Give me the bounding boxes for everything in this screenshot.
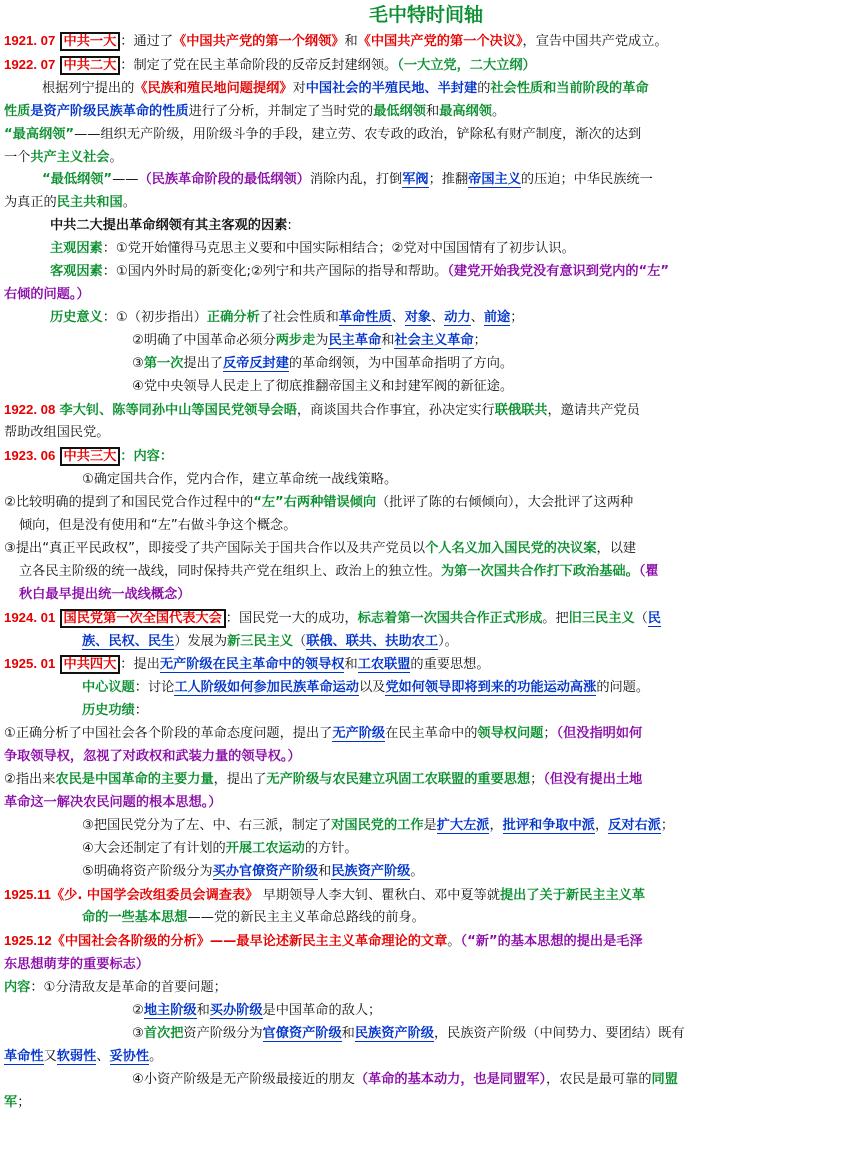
text: ，邀请共产党员	[547, 402, 640, 418]
underlined-term: 批评和争取中派	[502, 817, 595, 833]
text: 资产阶级分为	[183, 1025, 263, 1041]
text: ④党中央领导人民走上了彻底推翻帝国主义和封建军阀的新征途。	[132, 378, 514, 394]
text: :	[287, 218, 292, 234]
paragraph-line	[4, 1092, 848, 1115]
paragraph-line	[4, 469, 848, 492]
highlight: 开展工农运动	[225, 840, 305, 856]
paragraph-line	[4, 307, 848, 330]
text: ⑤明确将资产阶级分为	[82, 863, 213, 879]
paragraph-line	[4, 907, 848, 930]
label: 中心议题	[82, 680, 135, 696]
entry-date: 1925.11	[4, 886, 51, 902]
paragraph-line	[4, 677, 848, 700]
text: （	[634, 610, 648, 626]
text: ②指出来	[4, 772, 56, 787]
text: ③提出“真正平民政权”，即接受了共产国际关于国共合作以及共产党员以	[4, 540, 426, 556]
highlight: 新三民主义	[227, 633, 293, 649]
paragraph-line	[4, 492, 848, 515]
entry-1925-11	[4, 884, 848, 908]
entry-date: 1924. 01	[4, 609, 56, 625]
text: ，商谈国共合作事宜，孙决定实行	[296, 402, 495, 418]
text: ：①分清敌友是革命的首要问题；	[30, 980, 227, 996]
page-title: 毛中特时间轴	[368, 4, 483, 26]
highlight: “最低纲领”	[42, 172, 113, 188]
text: 和	[426, 103, 440, 119]
text: ：制定了党在民主革命阶段的反帝反封建纲领。	[120, 57, 398, 73]
underlined-term: 反对右派	[608, 817, 661, 833]
underlined-term: 无产阶级在民主革命中的领导权	[159, 657, 345, 673]
underlined-term: 军阀	[402, 172, 429, 188]
text: ：①（初步指出）	[102, 309, 207, 325]
paragraph-line	[4, 700, 848, 723]
highlight: 最高纲领	[439, 103, 492, 119]
note: （瞿	[638, 563, 659, 579]
event-box: 中共一大	[60, 32, 121, 51]
underlined-term: 前途	[483, 309, 511, 325]
paragraph-line	[4, 838, 848, 861]
underlined-term: 买办官僚资产阶级	[212, 863, 319, 879]
text: ；	[17, 1094, 31, 1110]
paragraph-line	[4, 101, 848, 124]
underlined-term: 官僚资产阶级	[262, 1025, 342, 1041]
underlined-term: 软弱性	[56, 1048, 97, 1064]
doc-title: 《少. 中国学会改组委员会调查表》	[50, 887, 259, 903]
underlined-term: 民族资产阶级	[331, 863, 411, 879]
paragraph-line	[4, 284, 848, 307]
text: 和	[196, 1003, 210, 1019]
text: ，	[489, 817, 503, 833]
text: ，	[594, 817, 609, 833]
paragraph-line	[4, 861, 848, 884]
underlined-term: 扩大左派	[436, 817, 490, 833]
text: ，农民是最可靠的	[546, 1071, 652, 1087]
text: ，宣告中国共产党成立。	[522, 34, 668, 49]
entry-date: 1925.12	[4, 933, 52, 949]
doc-title: 《中国共产党的第一个纲领》	[173, 34, 345, 49]
text: 提出了	[183, 355, 223, 371]
underlined-term: 反帝反封建	[222, 355, 289, 371]
highlight: 标志着第一次国共合作正式形成	[357, 610, 543, 626]
text: 、	[431, 309, 445, 325]
underlined-term: 买办阶级	[209, 1003, 263, 1019]
paragraph-line	[4, 1000, 848, 1023]
paragraph-line	[4, 954, 848, 977]
event-box: 中共三大	[60, 447, 121, 466]
text: 的方针。	[304, 840, 358, 856]
label: 历史功绩	[82, 703, 135, 719]
underlined-term: 对象	[404, 309, 432, 325]
entry-1925-01	[4, 653, 848, 677]
text: 一个	[4, 149, 31, 165]
text: 。	[109, 149, 123, 165]
underlined-term: 民	[647, 610, 661, 626]
highlight: 最低纲领	[373, 103, 426, 119]
text: ③	[132, 1025, 144, 1041]
entry-date: 1925. 01	[4, 656, 56, 672]
entry-1922-07	[4, 54, 848, 78]
highlight: “左”右两种错误倾向	[253, 495, 377, 511]
text: 的重要思想。	[410, 657, 490, 673]
highlight: 是资产阶级民族革命的性质	[30, 103, 189, 119]
underlined-term: 民主革命	[328, 332, 382, 348]
paragraph-line	[4, 584, 848, 607]
text: ④大会还制定了有计划的	[82, 840, 226, 856]
note: （但没指明如何	[556, 726, 643, 742]
label: 客观因素	[50, 264, 103, 280]
entry-1922-08	[4, 399, 848, 423]
underlined-term: 动力	[444, 309, 471, 325]
highlight: 中国社会的半殖民地、半封建	[305, 80, 478, 96]
highlight: 对国民党的工作	[331, 817, 424, 833]
text: ③	[132, 355, 144, 371]
text: ①确定国共合作，党内合作，建立革命统一战线策略。	[82, 472, 398, 488]
highlight: 为第一次国共合作打下政治基础。	[441, 563, 639, 579]
text: ②明确了中国革命必须分	[132, 332, 276, 348]
doc-title: 《民族和殖民地问题提纲》	[134, 80, 293, 96]
text: ；	[543, 726, 557, 742]
entry-1921-07	[4, 30, 848, 54]
paragraph-line	[4, 561, 848, 584]
text: ①正确分析了中国社会各个阶段的革命态度问题，提出了	[4, 726, 333, 742]
highlight: 旧三民主义	[568, 610, 635, 626]
text: 、	[470, 309, 484, 325]
paragraph-line	[4, 422, 848, 445]
highlight: 联俄联共	[494, 402, 548, 418]
text: ：提出	[120, 657, 160, 673]
text: 和	[381, 332, 395, 348]
highlight: 个人名义加入国民党的决议案	[425, 540, 597, 556]
highlight: 共产主义社会	[30, 149, 110, 165]
entry-1924-01	[4, 607, 848, 631]
paragraph-line	[4, 977, 848, 1000]
paragraph-line	[4, 147, 848, 170]
paragraph-line	[4, 353, 848, 376]
paragraph-line	[4, 169, 848, 192]
text: 帮助改组国民党。	[4, 425, 110, 441]
underlined-term: 民族资产阶级	[354, 1025, 434, 1041]
doc-title: 《中国共产党的第一个决议》	[357, 34, 523, 49]
text: 为真正的	[4, 195, 57, 211]
text: 的压迫；中华民族统一	[520, 172, 653, 188]
underlined-term: 工人阶级如何参加民族革命运动	[174, 680, 359, 696]
text: 消除内乱，打倒	[309, 172, 403, 188]
text: 。把	[542, 610, 569, 626]
paragraph-line	[4, 1046, 848, 1069]
text: 对	[292, 80, 306, 96]
highlight: 民主共和国	[56, 195, 123, 211]
text: 为	[315, 332, 329, 348]
highlight: 农民是中国革命的主要力量	[55, 772, 214, 787]
text: ——	[112, 172, 139, 188]
text: 。	[149, 1048, 163, 1064]
text: ）。	[438, 633, 458, 649]
highlight: 社会性质和当前阶段的革命	[490, 80, 649, 96]
text: ——组织无产阶级，用阶级斗争的手段，建立劳、农专政的政治，铲除私有财产制度，渐次的达到	[74, 126, 642, 142]
paragraph-line	[4, 815, 848, 838]
underlined-term: 妥协性	[109, 1048, 150, 1064]
text: ；	[530, 772, 544, 787]
highlight: 李大钊、陈等同孙中山等国民党领导会晤	[59, 402, 297, 418]
highlight: 提出了关于新民主主义革	[499, 887, 646, 903]
text: ：①党开始懂得马克思主义要和中国实际相结合；②党对中国国情有了初步认识。	[102, 241, 575, 257]
paragraph-line	[4, 769, 848, 792]
text: 是	[423, 817, 437, 833]
text: ：①国内外时局的新变化;②列宁和共产国际的指导和帮助。	[102, 264, 448, 280]
highlight: “最高纲领”	[4, 126, 75, 142]
entry-date: 1922. 08	[4, 401, 56, 417]
paragraph-line	[4, 723, 848, 746]
underlined-term: 社会主义革命	[394, 332, 474, 348]
text: ，以建	[596, 540, 637, 556]
text: 的问题。	[596, 680, 650, 696]
note: （“新”的基本思想的提出是毛泽	[460, 934, 643, 950]
text: 是中国革命的敌人；	[262, 1003, 382, 1019]
text: ；推翻	[428, 172, 469, 188]
entry-date: 1923. 06	[4, 448, 56, 464]
text: ：国民党一大的成功，	[225, 610, 358, 626]
text: 和	[318, 863, 332, 879]
text: 根据列宁提出的	[42, 80, 135, 96]
text: 在民主革命中的	[385, 726, 478, 742]
underlined-term: 党如何领导即将到来的功能运动高涨	[385, 680, 597, 696]
text: 。	[447, 934, 461, 950]
paragraph-line	[4, 538, 848, 561]
text: 立各民主阶级的统一战线，同时保持共产党在组织上、政治上的独立性。	[19, 563, 441, 579]
highlight: 首次把	[143, 1025, 184, 1041]
note: 革命这一解决农民问题的根本思想。）	[4, 794, 222, 810]
label: 内容	[4, 980, 31, 996]
highlight: 无产阶级与农民建立巩固工农联盟的重要思想	[266, 772, 531, 787]
text: ④小资产阶级是无产阶级最接近的朋友	[132, 1071, 355, 1087]
highlight: 军	[4, 1094, 18, 1110]
text: 的革命纲领，为中国革命指明了方向。	[288, 355, 514, 371]
text: （	[293, 633, 307, 649]
text: 。	[491, 103, 506, 119]
text: ；	[660, 817, 675, 833]
text: 了社会性质和	[259, 309, 339, 325]
text: 。	[410, 863, 424, 879]
event-box: 国民党第一次全国代表大会	[60, 609, 226, 628]
event-box: 中共四大	[60, 655, 121, 674]
entry-1923-06	[4, 445, 848, 469]
text: ；	[510, 309, 524, 325]
paragraph-line	[4, 261, 848, 284]
text: ：讨论	[134, 680, 175, 696]
text: 又	[43, 1048, 57, 1064]
note: （民族革命阶段的最低纲领）	[138, 172, 310, 188]
text: ，提出了	[213, 772, 267, 787]
highlight: 领导权问题	[477, 726, 544, 742]
text: ；	[473, 332, 487, 348]
note: （建党开始我党没有意识到党内的“左”	[447, 264, 670, 280]
text: 、	[391, 309, 405, 325]
entry-date: 1921. 07	[4, 33, 56, 48]
heading-text: 中共二大提出革命纲领有其主客观的因素	[50, 218, 288, 234]
label: 主观因素	[50, 241, 103, 257]
paragraph-line	[4, 515, 848, 538]
underlined-term: 地主阶级	[143, 1003, 197, 1019]
text: ——党的新民主主义革命总路线的前身。	[187, 910, 425, 926]
underlined-term: 无产阶级	[332, 726, 386, 742]
note: 争取领导权，忽视了对政权和武装力量的领导权。）	[4, 749, 301, 765]
highlight: 命的一些基本思想	[82, 910, 188, 926]
highlight: 两步走	[275, 332, 316, 348]
paragraph-line	[4, 330, 848, 353]
underlined-term: 帝国主义	[468, 172, 521, 188]
text: 。	[122, 195, 136, 211]
text: ：通过了	[120, 34, 174, 49]
text: 早期领导人李大钊、瞿秋白、邓中夏等就	[262, 887, 500, 903]
text: 、	[96, 1048, 110, 1064]
event-box: 中共二大	[60, 56, 121, 75]
entry-1925-12	[4, 930, 848, 954]
text: 和	[344, 34, 358, 49]
note: （一大立党，二大立纲）	[397, 57, 536, 73]
text: ）发展为	[174, 633, 228, 649]
section-heading	[4, 215, 848, 238]
text: ：	[134, 703, 148, 719]
note: 秋白最早提出统一战线概念）	[19, 586, 191, 602]
text: 以及	[358, 680, 386, 696]
paragraph-line	[4, 238, 848, 261]
paragraph-line	[4, 746, 848, 769]
text: 的	[477, 80, 491, 96]
underlined-term: 革命性质	[338, 309, 392, 325]
text: 进行了分析，并制定了当时党的	[188, 103, 374, 119]
label: ：内容：	[120, 449, 174, 465]
text: （批评了陈的右倾倾向），大会批评了这两种	[376, 495, 634, 511]
text: 和	[344, 657, 358, 673]
underlined-term: 工农联盟	[357, 657, 411, 673]
text: ，民族资产阶级（中间势力、要团结）既有	[433, 1025, 685, 1041]
note: （但没有提出土地	[543, 772, 643, 787]
paragraph-line	[4, 792, 848, 815]
paragraph-line	[4, 192, 848, 215]
doc-title: 《中国社会各阶级的分析》——最早论述新民主主义革命理论的文章	[51, 934, 448, 950]
paragraph-line	[4, 631, 848, 654]
paragraph-line	[4, 124, 848, 147]
note: 右倾的问题。）	[4, 286, 90, 302]
text: ②	[132, 1003, 144, 1019]
text: 和	[341, 1025, 355, 1041]
paragraph-line	[4, 78, 848, 101]
note: 东思想萌芽的重要标志）	[4, 957, 150, 973]
paragraph-line	[4, 376, 848, 399]
text: 倾向，但是没有使用和“左”右做斗争这个概念。	[19, 518, 297, 534]
entry-date: 1922. 07	[4, 56, 56, 72]
paragraph-line	[4, 1069, 848, 1092]
paragraph-line	[4, 1023, 848, 1046]
note: （革命的基本动力，也是同盟军）	[354, 1071, 547, 1087]
underlined-term: 革命性	[4, 1048, 44, 1064]
underlined-term: 联俄、联共、扶助农工	[306, 633, 439, 649]
label: 历史意义	[50, 309, 103, 325]
highlight: 性质	[4, 103, 31, 119]
text: ③把国民党分为了左、中、右三派，制定了	[82, 817, 332, 833]
underlined-term: 族、民权、民生	[82, 633, 175, 649]
highlight: 同盟	[651, 1071, 678, 1087]
highlight: 第一次	[143, 355, 184, 371]
text: ②比较明确的提到了和国民党合作过程中的	[4, 495, 254, 511]
highlight: 正确分析	[206, 309, 260, 325]
